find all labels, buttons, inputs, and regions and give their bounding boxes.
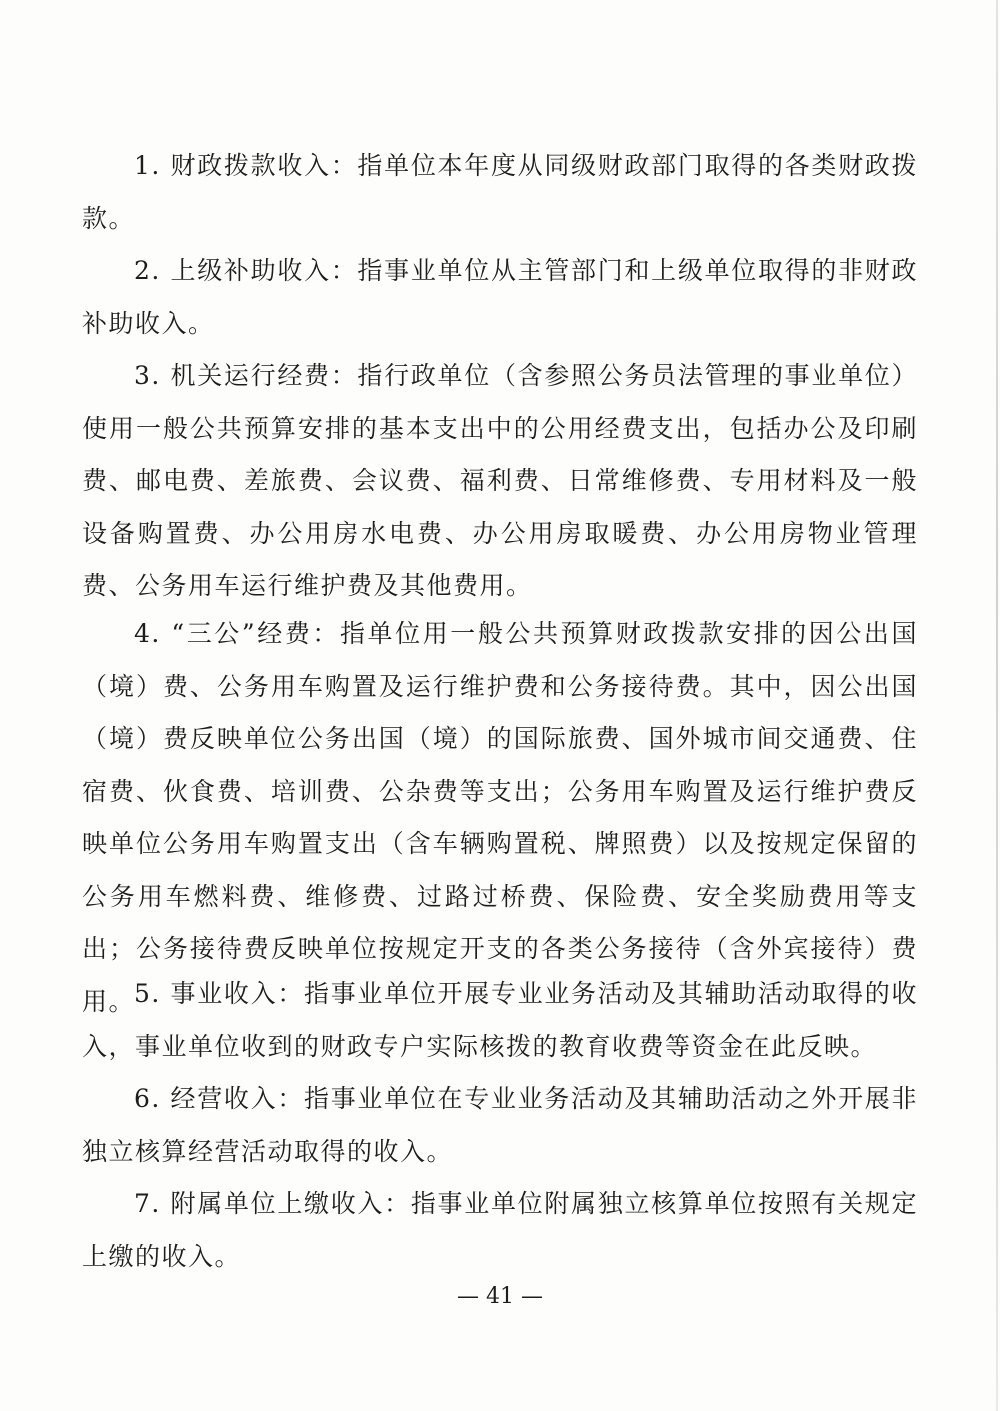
paragraph-agency-operating-expenses: 3. 机关运行经费：指行政单位（含参照公务员法管理的事业单位）使用一般公共预算安排的基本支出中的公用经费支出，包括办公及印刷费、邮电费、差旅费、会议费、福利费、日常维修费、专用材料及一般设备购置费、办公用房水电费、办公用房取暖费、办公用房物业管理费、公务用车运行维护费及其他费用。	[82, 361, 918, 600]
paragraph-operating-income: 6. 经营收入：指事业单位在专业业务活动及其辅助活动之外开展非独立核算经营活动取得的收入。	[82, 1084, 918, 1166]
paragraph-business-income: 5. 事业收入：指事业单位开展专业业务活动及其辅助活动取得的收入，事业单位收到的财政专户实际核拨的教育收费等资金在此反映。	[82, 979, 918, 1061]
paragraph-fiscal-appropriation-income: 1. 财政拨款收入：指单位本年度从同级财政部门取得的各类财政拨款。	[82, 151, 918, 233]
page-number: — 41 —	[457, 1284, 543, 1309]
paragraph-superior-subsidy-income: 2. 上级补助收入：指事业单位从主管部门和上级单位取得的非财政补助收入。	[82, 256, 918, 338]
paragraph-three-public-expenses: 4. “三公”经费：指单位用一般公共预算财政拨款安排的因公出国（境）费、公务用车购置及运行维护费和公务接待费。其中，因公出国（境）费反映单位公务出国（境）的国际旅费、国外城市间交通费、住宿费、伙食费、培训费、公杂费等支出；公务用车购置及运行维护费反映单位公务用车购置支出（含车辆购置税、牌照费）以及按规定保留的公务用车燃料费、维修费、过路过桥费、保险费、安全奖励费用等支出；公务接待费反映单位按规定开支的各类公务接待（含外宾接待）费用。	[82, 619, 918, 1016]
paragraph-affiliated-unit-remittance-income: 7. 附属单位上缴收入：指事业单位附属独立核算单位按照有关规定上缴的收入。	[82, 1189, 918, 1271]
scan-edge-shadow	[996, 0, 998, 1411]
